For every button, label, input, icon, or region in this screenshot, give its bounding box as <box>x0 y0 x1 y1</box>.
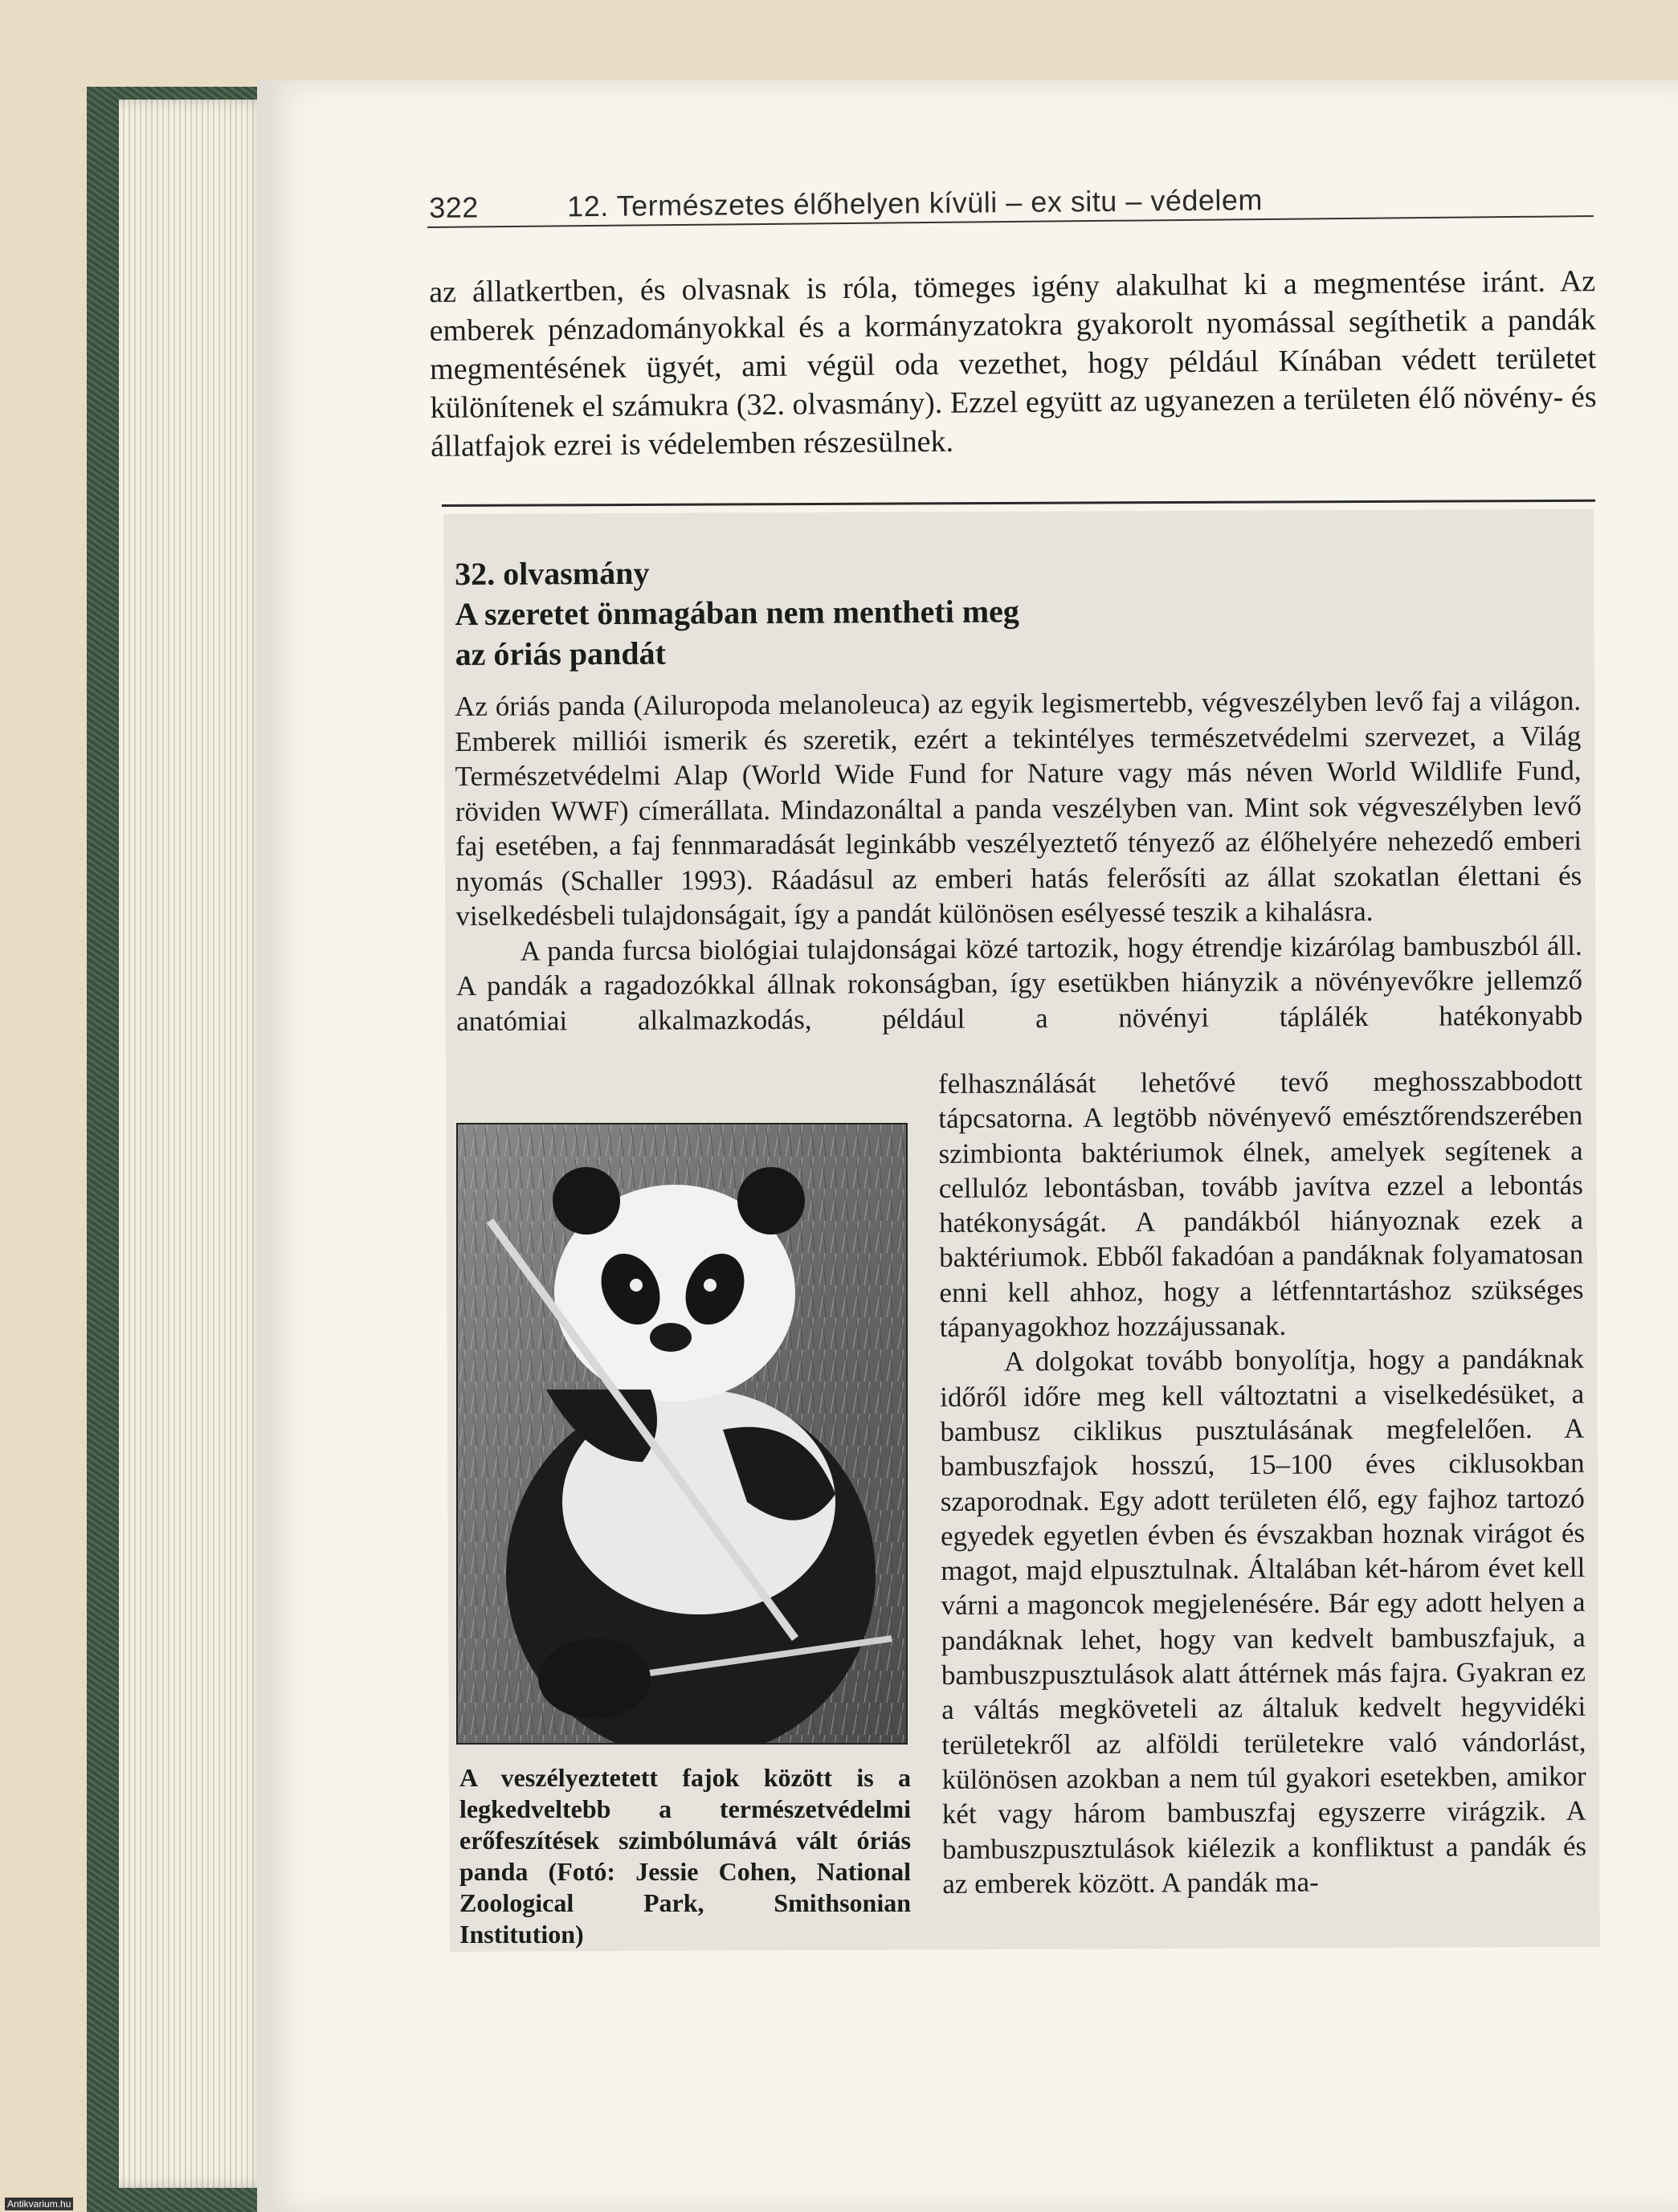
reading-body-right <box>938 1063 1586 1901</box>
reading-paragraph-2-continued: felhasználását lehetővé tevő meghosszabbodott tápcsatorna. A legtöbb növényevő emésztőrendszerében szimbionta baktériumok élnek, amelyek segítenek a cellulóz lebontásban, tovább javítva ezzel a lebontás hatékonyságát. A pandákból hiányoznak ezek a baktériumok. Ebből fakadóan a pandáknak folyamatosan enni kell ahhoz, hogy a létfenntartáshoz szükséges tápanyagokhoz hozzájussanak. <box>938 1064 1584 1344</box>
chapter-title: 12. Természetes élőhelyen kívüli – ex situ – védelem <box>566 183 1264 223</box>
panda-photo <box>456 1123 908 1745</box>
intro-paragraph: az állatkertben, és olvasnak is róla, tömeges igény alakulhat ki a megmentése iránt. Az emberek pénzadományokkal és a kormányzatokra gyakorolt nyomással segíthetik a pandák megmentésének ügyét, ami végül oda vezethet, hogy például Kínában védett területet különítenek el számukra (32. olvasmány). Ezzel együtt az ugyanezen a területen élő növény- és állatfajok ezrei is védelemben részesülnek. <box>429 264 1597 463</box>
photo-caption: A veszélyeztetett fajok között is a legkedveltebb a természetvédelmi erőfeszítések szimbólumává vált óriás panda (Fotó: Jessie Cohen, National Zoological Park, Smithsonian Institution) <box>459 1763 911 1949</box>
reading-paragraph-2-top: A panda furcsa biológiai tulajdonságai közé tartozik, hogy étrendje kizárólag bambuszból áll. A pandák a ragadozókkal állnak rokonságban, így esetükben hiányzik a növényevőkre jellemző anatómiai alkalmazkodás, például a növényi táplálék hatékonyabb <box>455 929 1583 1037</box>
reading-title-line1: A szeretet önmagában nem mentheti meg <box>455 593 1019 632</box>
page-edges <box>119 100 272 2188</box>
page-number: 322 <box>429 190 479 224</box>
reading-paragraph-3: A dolgokat tovább bonyolítja, hogy a pandáknak időről időre meg kell változtatni a viselkedésüket, a bambusz ciklikus pusztulásának megfelelően. A bambuszfajok hosszú, 15–100 éves ciklusokban szaporodnak. Egy adott területen élő, egy fajhoz tartozó egyedek egyetlen évben és évszakban hoznak virágot és magot, majd elpusztulnak. Általában két-három évet kell várni a magoncok megjelenésére. Bár egy adott helyen a pandáknak lehet, hogy van kedvelt bambuszfajuk, a bambuszpusztulások alatt áttérnek más fajra. Gyakran ez a váltás megköveteli az általuk kedvelt hegyvidéki területekről az alföldi területekre való vándorlást, különösen azokban a nem túl gyakori esetekben, amikor két vagy három bambuszfaj egyszerre virágzik. A bambuszpusztulások kiélezik a konfliktust a pandák és az emberek között. A pandák ma- <box>940 1343 1587 1900</box>
panda-illustration <box>458 1124 906 1743</box>
reading-body-top <box>455 684 1582 1039</box>
reading-title-line2: az óriás pandát <box>455 635 667 672</box>
reading-box-title <box>455 550 1259 675</box>
reading-label: 32. olvasmány <box>455 554 650 592</box>
reading-paragraph-1: Az óriás panda (Ailuropoda melanoleuca) az egyik legismertebb, végveszélyben levő faj a világon. Emberek milliói ismerik és szeretik, ezért a tekintélyes természetvédelmi szervezet, a Világ Természetvédelmi Alap (World Wide Fund for Nature vagy más néven World Wildlife Fund, röviden WWF) címerállata. Mindazonáltal a panda veszélyben van. Mint sok végveszélyben levő faj esetében, a faj fennmaradását leginkább veszélyeztető tényező az élőhelyére nehezedő emberi nyomás (Schaller 1993). Ráadásul az emberi hatás felerősíti az állat szokatlan élettani és viselkedésbeli tulajdonságait, így a pandát különösen esélyessé teszik a kihalásra. <box>455 684 1582 932</box>
watermark: Antikvarium.hu <box>5 2198 73 2210</box>
